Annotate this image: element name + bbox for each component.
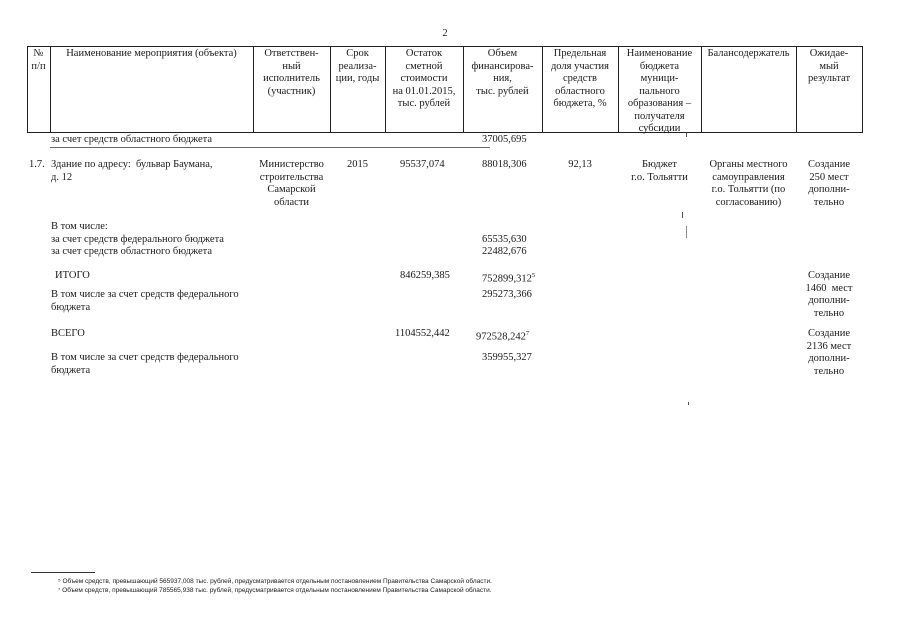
scan-mark bbox=[686, 226, 687, 238]
header-term: Срок реализа- ции, годы bbox=[335, 48, 380, 84]
header-share: Предельная доля участия средств областного бюджета, % bbox=[550, 48, 610, 109]
federal-label: за счет средств федерального бюджета bbox=[51, 234, 224, 245]
item-name: Здание по адресу: бульвар Баумана, д. 12 bbox=[51, 159, 213, 183]
grand-remaining: 1104552,442 bbox=[395, 328, 450, 339]
total-federal-value: 295273,366 bbox=[482, 289, 532, 300]
header-executor: Ответствен- ный исполнитель (участник) bbox=[263, 48, 320, 97]
footnote-ref: 5 bbox=[531, 272, 536, 279]
grand-result: Создание 2136 мест дополни- тельно bbox=[806, 328, 852, 377]
federal-value: 65535,630 bbox=[482, 234, 527, 245]
item-budget: Бюджет г.о. Тольятти bbox=[631, 159, 688, 183]
item-result: Создание 250 мест дополни- тельно bbox=[807, 159, 851, 208]
separator-line bbox=[50, 147, 490, 148]
total-federal-label: В том числе за счет средств федерального бюджета bbox=[51, 289, 239, 313]
header-result: Ожидае- мый результат bbox=[807, 48, 851, 84]
item-holder: Органы местного самоуправления г.о. Тольятти (по согласованию) bbox=[709, 159, 788, 208]
footnote-ref: 7 bbox=[525, 330, 530, 337]
total-label: ИТОГО bbox=[55, 270, 90, 281]
header-num: № п/п bbox=[31, 48, 46, 72]
header-financing: Объем финансирова- ния, тыс. рублей bbox=[471, 48, 534, 97]
footnote-5: ⁵ Объем средств, превышающий 565937,008 тыс. рублей, предусматривается отдельным постановлением Правительства Самарской области. bbox=[58, 578, 492, 585]
item-financing: 88018,306 bbox=[482, 159, 527, 170]
page-number: 2 bbox=[442, 28, 448, 39]
scan-mark bbox=[682, 212, 683, 218]
scan-mark bbox=[688, 402, 689, 405]
header-name: Наименование мероприятия (объекта) bbox=[66, 48, 237, 59]
regional-value: 22482,676 bbox=[482, 246, 527, 257]
item-share: 92,13 bbox=[568, 159, 592, 170]
header-bottom-border bbox=[27, 132, 863, 133]
header-holder: Балансодержатель bbox=[707, 48, 790, 59]
grand-financing: 972528,242$^7$ bbox=[476, 330, 530, 343]
including-label: В том числе: bbox=[51, 221, 108, 232]
regional-label: за счет средств областного бюджета bbox=[51, 246, 213, 257]
footnote-separator bbox=[31, 572, 95, 573]
item-number: 1.7. bbox=[29, 159, 45, 170]
item-term: 2015 bbox=[347, 159, 368, 170]
header-budget-name: Наименование бюджета муници- пального образования – получателя субсидии bbox=[626, 48, 693, 134]
col-border bbox=[862, 46, 863, 132]
header-top-border bbox=[27, 46, 863, 47]
regional-top-label: за счет средств областного бюджета bbox=[51, 134, 213, 145]
total-result: Создание 1460 мест дополни- тельно bbox=[805, 270, 853, 319]
item-executor: Министерство строительства Самарской области bbox=[259, 159, 324, 208]
grand-label: ВСЕГО bbox=[51, 328, 85, 339]
total-financing: 752899,312$^5$ bbox=[482, 272, 536, 285]
header-remaining: Остаток сметной стоимости на 01.01.2015, тыс. рублей bbox=[392, 48, 456, 109]
grand-federal-label: В том числе за счет средств федерального бюджета bbox=[51, 352, 239, 376]
total-remaining: 846259,385 bbox=[400, 270, 450, 281]
item-remaining: 95537,074 bbox=[400, 159, 445, 170]
scan-mark bbox=[686, 133, 687, 137]
regional-top-value: 37005,695 bbox=[482, 134, 527, 145]
grand-federal-value: 359955,327 bbox=[482, 352, 532, 363]
footnote-7: ⁷ Объем средств, превышающий 785565,938 тыс. рублей, предусматривается отдельным постановлением Правительства Самарской области. bbox=[58, 587, 492, 594]
